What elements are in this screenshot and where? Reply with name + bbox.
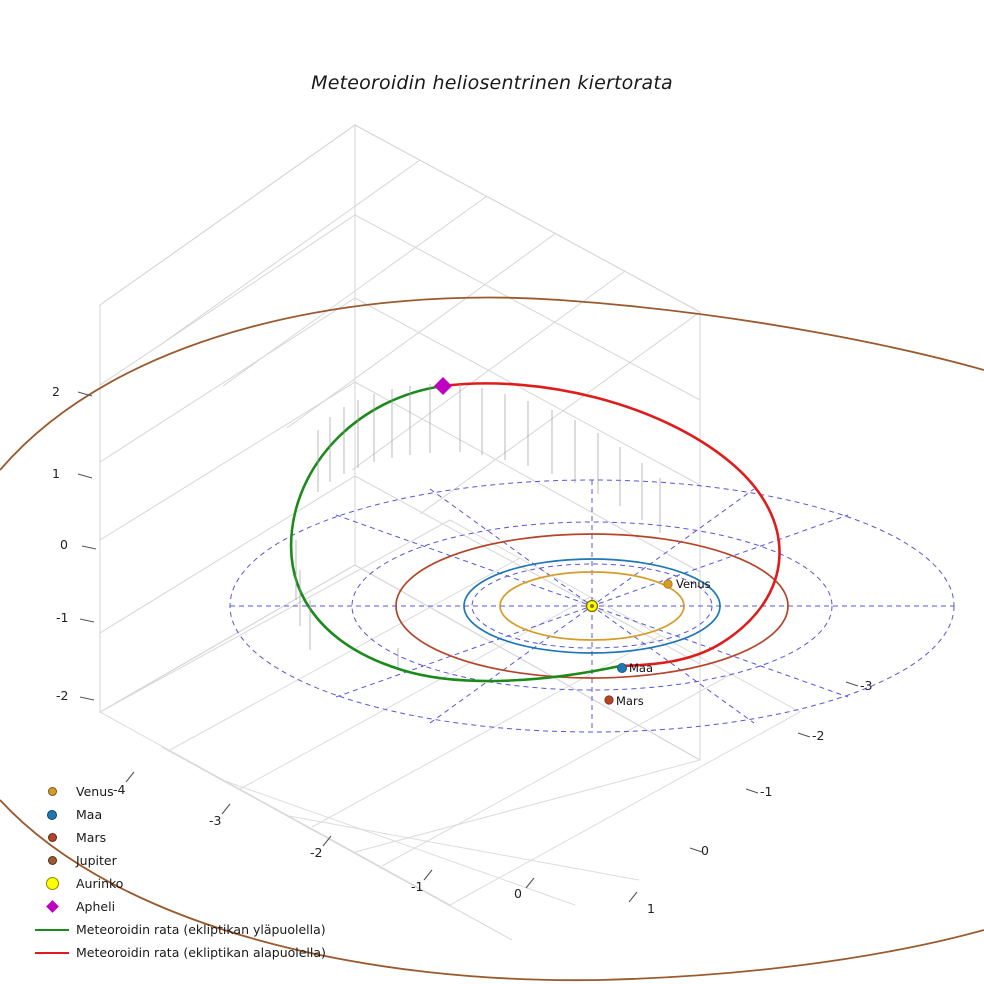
tick-label-x-1: -3 — [209, 813, 222, 828]
mars-marker — [605, 696, 613, 704]
aurinko-core — [590, 604, 594, 608]
legend-item[interactable] — [28, 803, 358, 826]
legend-item-label: Mars — [76, 830, 107, 845]
tick-label-x-5: 1 — [647, 901, 655, 916]
tick-label-z-4: -2 — [56, 688, 69, 703]
meteoroid-below-ecliptic — [443, 383, 780, 666]
tick-label-z-1: 1 — [52, 466, 60, 481]
maa-point-label: Maa — [629, 661, 654, 675]
chart-legend — [28, 780, 358, 964]
legend-diamond-icon — [46, 900, 59, 913]
venus-marker — [664, 580, 672, 588]
legend-item-label: Aurinko — [76, 876, 124, 891]
legend-dot-icon — [48, 833, 57, 842]
tick-label-x-4: 0 — [514, 886, 522, 901]
mars-point-label: Mars — [616, 694, 644, 708]
legend-item[interactable] — [28, 895, 358, 918]
legend-item-label: Apheli — [76, 899, 116, 914]
tick-label-x-2: -2 — [310, 845, 323, 860]
legend-line-icon — [35, 952, 69, 954]
tick-label-y-3: 0 — [701, 843, 709, 858]
venus-point-label: Venus — [676, 577, 711, 591]
tick-label-z-3: -1 — [56, 610, 69, 625]
maa-marker — [617, 663, 626, 672]
legend-item-label: Meteoroidin rata (ekliptikan alapuolella) — [76, 945, 326, 960]
legend-item[interactable] — [28, 918, 358, 941]
tick-label-z-2: 0 — [60, 537, 68, 552]
tick-label-y-2: -1 — [760, 784, 773, 799]
legend-dot-icon — [48, 856, 57, 865]
legend-dot-icon — [48, 787, 57, 796]
legend-item[interactable] — [28, 780, 358, 803]
legend-dot-icon — [46, 877, 59, 890]
legend-line-icon — [35, 929, 69, 931]
legend-item-label: Maa — [76, 807, 103, 822]
tick-label-x-3: -1 — [411, 879, 424, 894]
legend-item[interactable] — [28, 849, 358, 872]
apheli-marker — [434, 377, 452, 395]
tick-label-y-1: -2 — [812, 728, 825, 743]
page-title: Meteoroidin heliosentrinen kiertorata — [311, 72, 673, 94]
legend-item[interactable] — [28, 826, 358, 849]
meteoroid-above-ecliptic — [291, 386, 620, 681]
tick-label-y-0: -3 — [860, 678, 873, 693]
legend-item[interactable] — [28, 941, 358, 964]
legend-dot-icon — [47, 810, 57, 820]
tick-label-z-0: 2 — [52, 384, 60, 399]
tick-label-x-0: -4 — [113, 782, 126, 797]
legend-item-label: Jupiter — [76, 853, 117, 868]
legend-item-label: Venus — [76, 784, 114, 799]
bodies — [434, 377, 672, 704]
legend-item[interactable] — [28, 872, 358, 895]
legend-item-label: Meteoroidin rata (ekliptikan yläpuolella) — [76, 922, 326, 937]
